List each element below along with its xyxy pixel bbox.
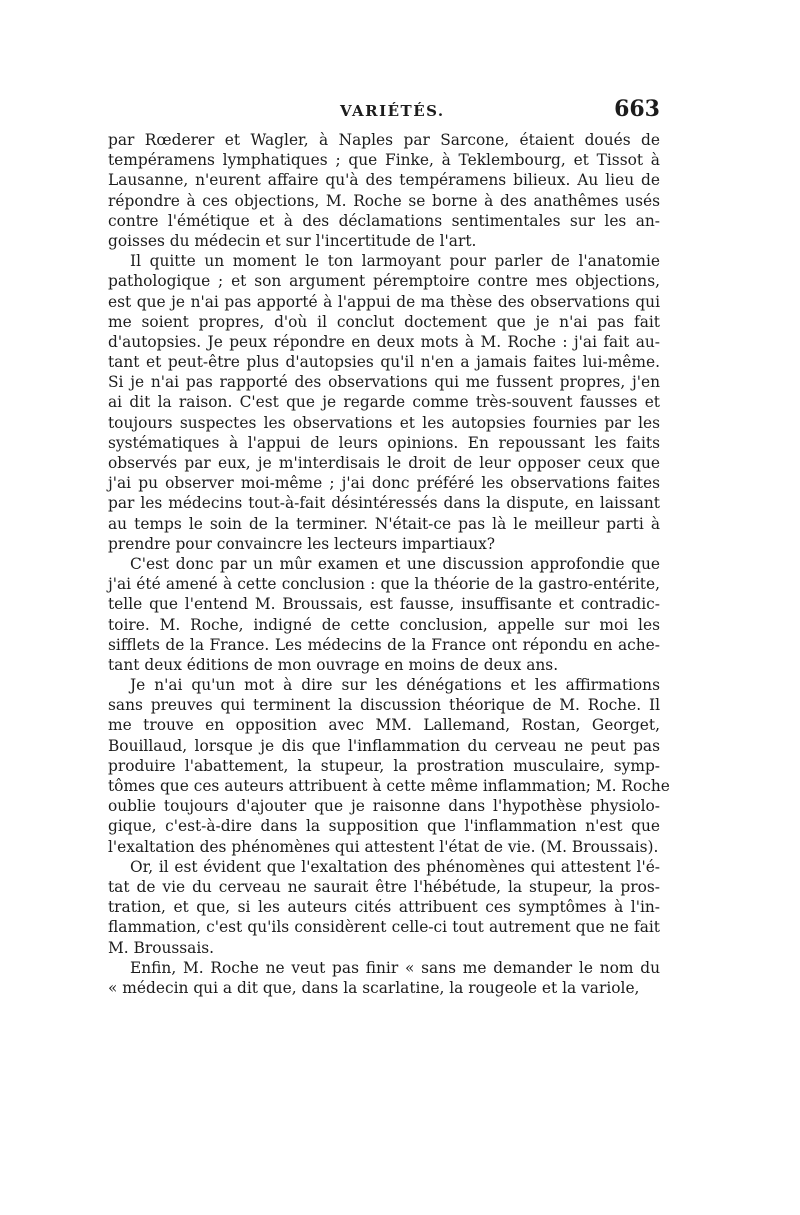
text-line: j'ai pu observer moi-même ; j'ai donc préféré les observations faites [108,474,660,493]
text-line: oublie toujours d'ajouter que je raisonne dans l'hypothèse physiolo- [108,797,660,816]
text-line: Il quitte un moment le ton larmoyant pour parler de l'anatomie [130,252,660,271]
paragraph [108,130,660,251]
paragraph [108,251,660,554]
paragraph [108,554,660,675]
text-line: j'ai été amené à cette conclusion : que la théorie de la gastro-entérite, [108,575,660,594]
text-line: flammation, c'est qu'ils considèrent celle-ci tout autrement que ne fait [108,918,660,937]
text-line: Bouillaud, lorsque je dis que l'inflammation du cerveau ne peut pas [108,736,660,755]
text-line: par les médecins tout-à-fait désintéressés dans la dispute, en laissant [108,494,660,513]
paragraph [108,857,660,958]
text-line: me trouve en opposition avec MM. Lallemand, Rostan, Georget, [108,716,660,735]
text-line: tant deux éditions de mon ouvrage en moins de deux ans. [108,655,559,674]
text-line: l'exaltation des phénomènes qui attestent l'état de vie. (M. Broussais). [108,837,659,856]
text-line: d'autopsies. Je peux répondre en deux mots à M. Roche : j'ai fait au- [108,332,660,351]
text-line: tat de vie du cerveau ne saurait être l'hébétude, la stupeur, la pros- [108,877,660,896]
paragraph [108,675,670,857]
book-page [108,96,670,998]
text-line: ai dit la raison. C'est que je regarde comme très-souvent fausses et [108,393,660,412]
text-line: tempéramens lymphatiques ; que Finke, à Teklembourg, et Tissot à [108,151,660,170]
text-line: sifflets de la France. Les médecins de la France ont répondu en ache- [108,635,660,654]
text-line: observés par eux, je m'interdisais le droit de leur opposer ceux que [108,454,660,472]
text-line: goisses du médecin et sur l'incertitude de l'art. [108,231,477,250]
text-line: est que je n'ai pas apporté à l'appui de ma thèse des observations qui [108,292,660,311]
paragraph [108,958,660,998]
text-line: tômes que ces auteurs attribuent à cette même inflammation; M. Roche [108,777,670,795]
text-line: au temps le soin de la terminer. N'était-ce pas là le meilleur parti à [108,514,660,533]
page-number: 663 [614,96,660,122]
text-line: contre l'émétique et à des déclamations sentimentales sur les an- [108,211,660,230]
text-line: toujours suspectes les observations et les autopsies fournies par les [108,413,660,432]
text-line: C'est donc par un mûr examen et une discussion approfondie que [130,554,660,573]
text-line: tration, et que, si les auteurs cités attribuent ces symptômes à l'in- [108,898,660,917]
text-line: me soient propres, d'où il conclut doctement que je n'ai pas fait [108,312,660,331]
text-line: systématiques à l'appui de leurs opinions. En repoussant les faits [108,433,660,452]
text-line: telle que l'entend M. Broussais, est fausse, insuffisante et contradic- [108,595,660,614]
text-line: produire l'abattement, la stupeur, la prostration musculaire, symp- [108,756,660,775]
running-title: VARIÉTÉS. [340,102,445,120]
running-head [108,96,660,130]
text-line: Or, il est évident que l'exaltation des phénomènes qui attestent l'é- [130,857,660,876]
text-line: par Rœderer et Wagler, à Naples par Sarcone, étaient doués de [108,131,660,149]
text-line: répondre à ces objections, M. Roche se borne à des anathêmes usés [108,191,660,210]
text-line: Enfin, M. Roche ne veut pas finir « sans me demander le nom du [130,958,660,977]
text-line: sans preuves qui terminent la discussion théorique de M. Roche. Il [108,696,660,715]
text-line: « médecin qui a dit que, dans la scarlatine, la rougeole et la variole, [108,978,640,997]
text-line: Si je n'ai pas rapporté des observations qui me fussent propres, j'en [108,373,660,392]
text-body [108,130,670,998]
text-line: prendre pour convaincre les lecteurs impartiaux? [108,534,496,553]
text-line: Je n'ai qu'un mot à dire sur les dénégations et les affirmations [130,676,660,695]
text-line: toire. M. Roche, indigné de cette conclusion, appelle sur moi les [108,615,660,634]
text-line: gique, c'est-à-dire dans la supposition que l'inflammation n'est que [108,817,660,836]
text-line: M. Broussais. [108,938,215,957]
text-line: Lausanne, n'eurent affaire qu'à des tempéramens bilieux. Au lieu de [108,171,660,190]
text-line: tant et peut-être plus d'autopsies qu'il n'en a jamais faites lui-même. [108,353,660,372]
text-line: pathologique ; et son argument péremptoire contre mes objections, [108,272,660,291]
